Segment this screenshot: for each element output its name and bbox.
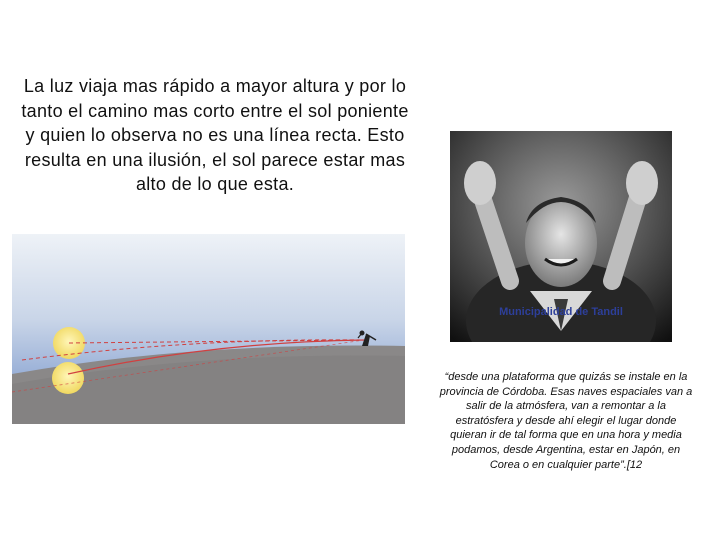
actual-sun [52,362,84,394]
historical-photo [450,131,672,342]
man-waving-image [450,131,672,342]
slide-main-text: La luz viaja mas rápido a mayor altura y por lo tanto el camino mas corto entre el sol poniente y quien lo observa no es una línea recta. Esto resulta en una ilusión, el sol parece estar mas alto de lo que esta. [21,76,409,194]
photo-watermark: Municipalidad de Tandil [499,306,623,318]
refraction-diagram [12,234,405,424]
quote-caption: “desde una plataforma que quizás se instale en la provincia de Córdoba. Esas naves espaciales van a salir de la atmósfera, van a remontar a la estratósfera y desde ahí elegir el lugar donde quieran ir de tal forma que en una hora y media podamos, desde Argentina, estar en Japón, en Corea o en cualquier parte”.[12 [439,371,693,471]
